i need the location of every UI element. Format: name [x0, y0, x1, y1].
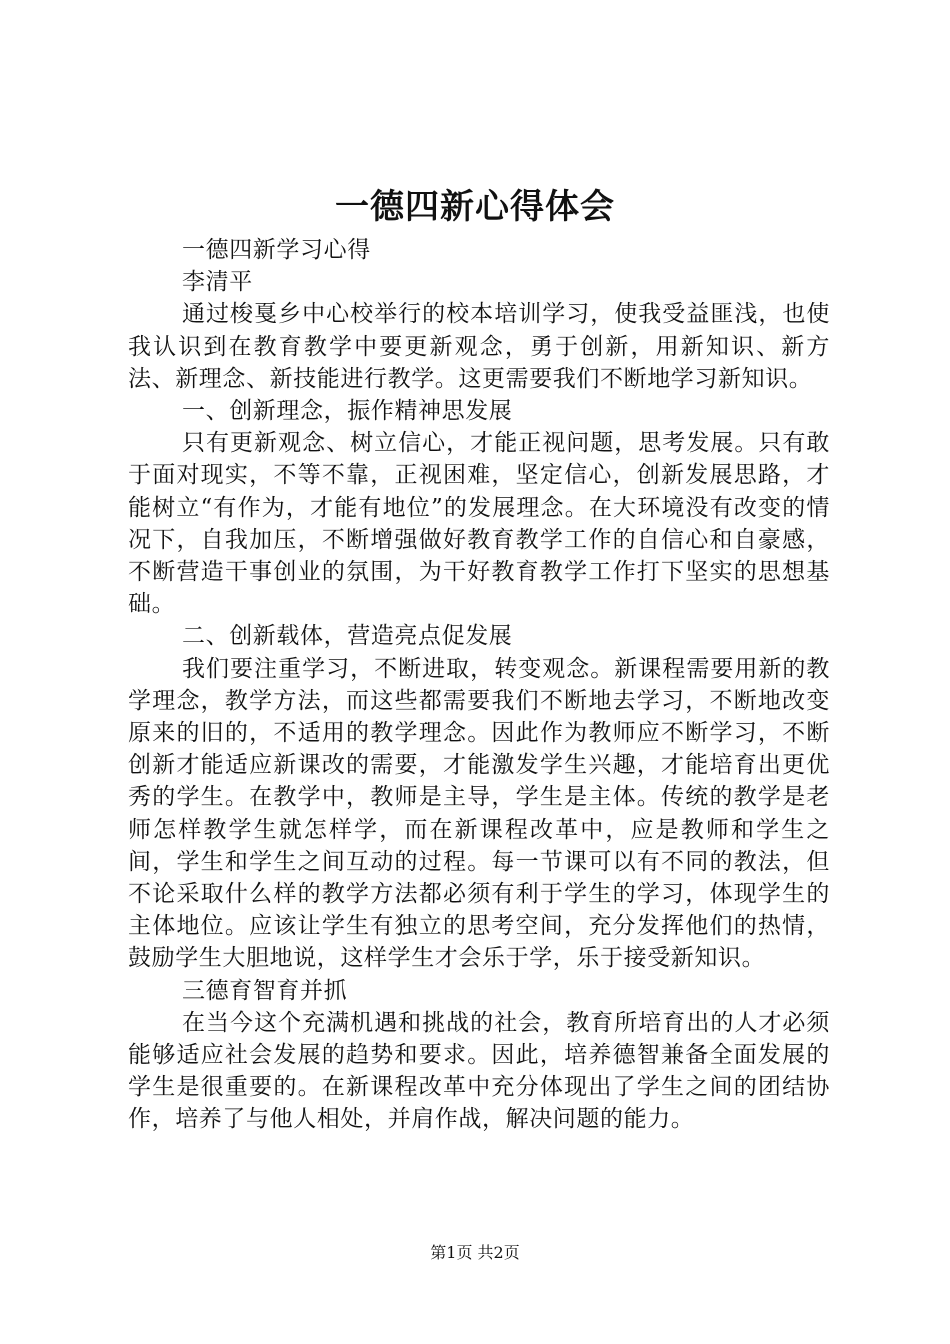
intro-paragraph: 通过梭戛乡中心校举行的校本培训学习，使我受益匪浅，也使我认识到在教育教学中要更新观念，勇于创新，用新知识、新方法、新理念、新技能进行教学。这更需要我们不断地学习新知识。	[128, 301, 830, 392]
page-footer: 第1页 共2页	[430, 1243, 520, 1262]
author-name: 李清平	[182, 269, 253, 296]
subtitle: 一德四新学习心得	[182, 237, 371, 263]
section-paragraph-1: 只有更新观念、树立信心，才能正视问题，思考发展。只有敢于面对现实，不等不靠，正视困难，坚定信心，创新发展思路，才能树立“有作为，才能有地位”的发展理念。在大环境没有改变的情况下，自我加压，不断增强做好教育教学工作的自信心和自豪感，不断营造干事创业的氛围，为干好教育教学工作打下坚实的思想基础。	[128, 430, 830, 618]
section-paragraph-3: 在当今这个充满机遇和挑战的社会，教育所培育出的人才必须能够适应社会发展的趋势和要求。因此，培养德智兼备全面发展的学生是很重要的。在新课程改革中充分体现出了学生之间的团结协作，培养了与他人相处，并肩作战，解决问题的能力。	[128, 1009, 830, 1133]
section-heading-3: 三德育智育并抓	[182, 977, 348, 1004]
section-paragraph-2: 我们要注重学习，不断进取，转变观念。新课程需要用新的教学理念，教学方法，而这些都需要我们不断地去学习，不断地改变原来的旧的，不适用的教学理念。因此作为教师应不断学习，不断创新才能适应新课改的需要，才能激发学生兴趣，才能培育出更优秀的学生。在教学中，教师是主导，学生是主体。传统的教学是老师怎样教学生就怎样学，而在新课程改革中，应是教师和学生之间，学生和学生之间互动的过程。每一节课可以有不同的教法，但不论采取什么样的教学方法都必须有利于学生的学习，体现学生的主体地位。应该让学生有独立的思考空间，充分发挥他们的热情，鼓励学生大胆地说，这样学生才会乐于学，乐于接受新知识。	[128, 655, 830, 972]
document-title: 一德四新心得体会	[335, 187, 615, 227]
section-heading-1: 一、创新理念，振作精神思发展	[182, 398, 513, 425]
document-body	[128, 234, 830, 1136]
section-heading-2: 二、创新载体，营造亮点促发展	[182, 623, 513, 650]
